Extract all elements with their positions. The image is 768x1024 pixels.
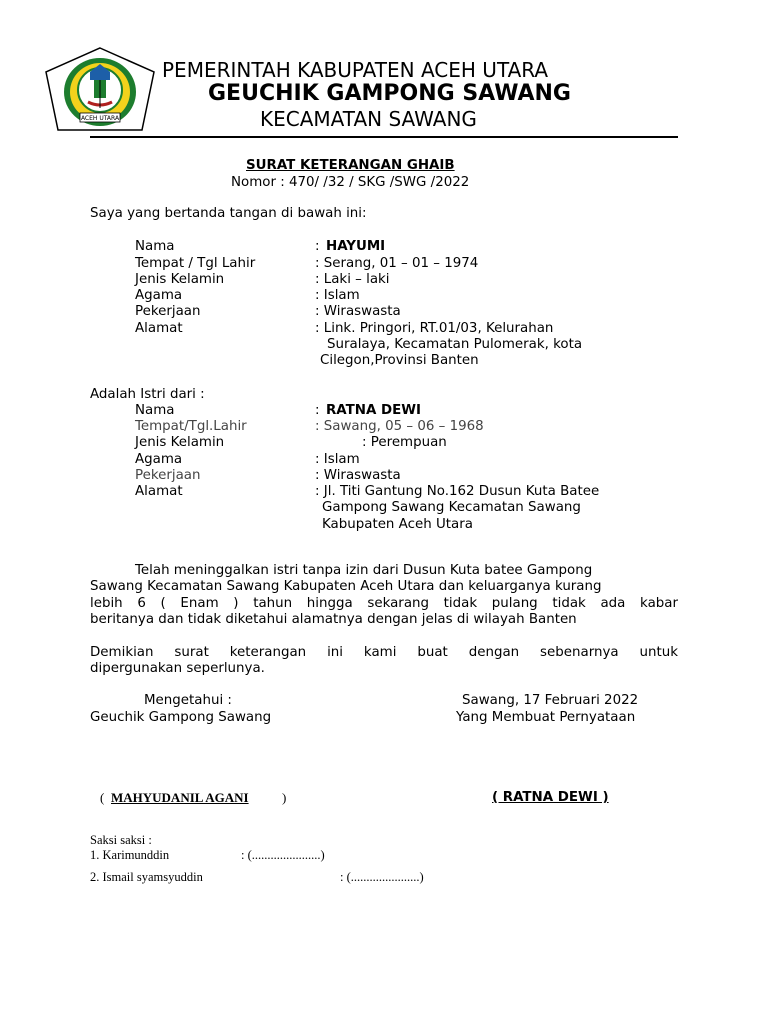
left-name-close-paren: ) [282, 790, 287, 805]
p1-alamat-line3: Cilegon,Provinsi Banten [320, 353, 479, 368]
logo-text: ACEH UTARA [80, 115, 120, 122]
paragraph1-line4: beritanya dan tidak diketahui alamatnya dengan jelas di wilayah Banten [90, 612, 577, 627]
p2-alamat-line2: Gampong Sawang Kecamatan Sawang [322, 500, 581, 515]
right-signatory-name: ( RATNA DEWI ) [492, 790, 609, 805]
p2-pekerjaan-label: Pekerjaan [135, 468, 201, 483]
document-title: SURAT KETERANGAN GHAIB [246, 158, 455, 173]
right-signature-label1: Sawang, 17 Februari 2022 [462, 693, 639, 708]
witnesses-heading: Saksi saksi : [90, 833, 152, 847]
document-number: Nomor : 470/ /32 / SKG /SWG /2022 [231, 175, 470, 190]
paragraph1-line3: lebih 6 ( Enam ) tahun hingga sekarang tidak pulang tidak ada kabar [90, 596, 678, 611]
header-government: PEMERINTAH KABUPATEN ACEH UTARA [162, 58, 549, 82]
p1-alamat-line1: : Link. Pringori, RT.01/03, Kelurahan [315, 321, 554, 336]
p2-ttl-value: : Sawang, 05 – 06 – 1968 [315, 419, 484, 434]
left-signature-label1: Mengetahui : [144, 693, 232, 708]
p1-ttl-value: : Serang, 01 – 01 – 1974 [315, 256, 479, 271]
witness2-name: 2. Ismail syamsyuddin [90, 870, 203, 884]
p2-agama-label: Agama [135, 452, 183, 467]
header-divider [90, 136, 678, 138]
p1-pekerjaan-value: : Wiraswasta [315, 304, 401, 319]
witness2-signature-line: : (......................) [340, 870, 424, 884]
header-geuchik: GEUCHIK GAMPONG SAWANG [208, 81, 571, 106]
witness1-signature-line: : (......................) [241, 848, 325, 862]
p2-jk-value: : Perempuan [362, 435, 447, 450]
aceh-utara-logo [44, 46, 156, 136]
p2-nama-label: Nama [135, 403, 175, 418]
p1-alamat-label: Alamat [135, 321, 183, 336]
p1-pekerjaan-label: Pekerjaan [135, 304, 201, 319]
left-signatory-name: MAHYUDANIL AGANI [111, 790, 249, 805]
right-signature-label2: Yang Membuat Pernyataan [456, 710, 636, 725]
p2-alamat-line1: : Jl. Titi Gantung No.162 Dusun Kuta Batee [315, 484, 600, 499]
p1-alamat-line2: Suralaya, Kecamatan Pulomerak, kota [327, 337, 583, 352]
p2-heading: Adalah Istri dari : [90, 387, 205, 402]
paragraph1-line1: Telah meninggalkan istri tanpa izin dari Dusun Kuta batee Gampong [135, 563, 593, 578]
p2-pekerjaan-value: : Wiraswasta [315, 468, 401, 483]
left-signature-label2: Geuchik Gampong Sawang [90, 710, 272, 725]
intro-text: Saya yang bertanda tangan di bawah ini: [90, 206, 367, 221]
left-name-open-paren: ( [100, 790, 105, 805]
p1-jk-value: : Laki – laki [315, 272, 390, 287]
p1-agama-label: Agama [135, 288, 183, 303]
p2-agama-value: : Islam [315, 452, 360, 467]
header-kecamatan: KECAMATAN SAWANG [260, 107, 477, 131]
p1-nama-label: Nama [135, 239, 175, 254]
p2-nama-separator: : [315, 403, 320, 418]
witness1-name: 1. Karimunddin [90, 848, 170, 862]
p2-jk-label: Jenis Kelamin [135, 435, 225, 450]
p1-nama-separator: : [315, 239, 320, 254]
p2-ttl-label: Tempat/Tgl.Lahir [135, 419, 247, 434]
p1-jk-label: Jenis Kelamin [135, 272, 225, 287]
paragraph1-line2: Sawang Kecamatan Sawang Kabupaten Aceh Utara dan keluarganya kurang [90, 579, 602, 594]
p2-nama-value: RATNA DEWI [326, 403, 422, 418]
paragraph2-line2: dipergunakan seperlunya. [90, 661, 265, 676]
p1-ttl-label: Tempat / Tgl Lahir [135, 256, 256, 271]
p1-nama-value: HAYUMI [326, 239, 386, 254]
p2-alamat-line3: Kabupaten Aceh Utara [322, 517, 473, 532]
p1-agama-value: : Islam [315, 288, 360, 303]
p2-alamat-label: Alamat [135, 484, 183, 499]
paragraph2-line1: Demikian surat keterangan ini kami buat dengan sebenarnya untuk [90, 645, 678, 660]
